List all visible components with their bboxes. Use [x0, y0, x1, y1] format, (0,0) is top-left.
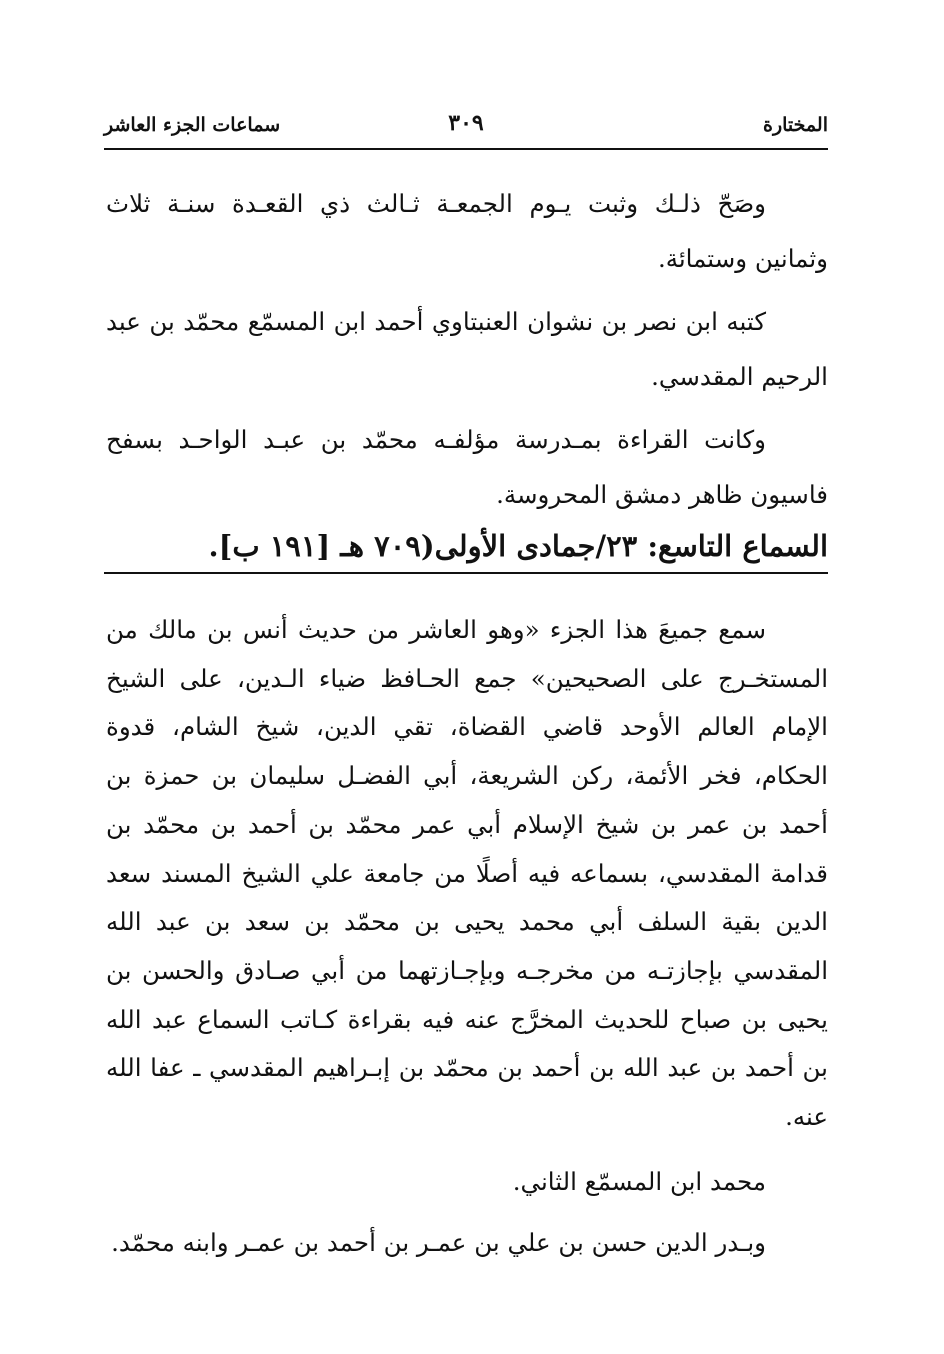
- section-divider: [104, 572, 828, 574]
- paragraph: وكانت القراءة بمـدرسة مؤلفـه محمّد بن عبـد الواحـد بسفح فاسيون ظاهر دمشق المحروسة.: [106, 425, 828, 509]
- paragraph: كتبه ابن نصر بن نشوان العنبتاوي أحمد ابن المسمّع محمّد بن عبد الرحيم المقدسي.: [106, 307, 828, 391]
- paragraph: محمد ابن المسمّع الثاني.: [512, 1166, 766, 1196]
- page-number: ٣٠٩: [448, 110, 484, 136]
- section-title: سماعات الجزء العاشر: [104, 114, 281, 136]
- header-divider: [104, 148, 828, 150]
- page-header: [104, 108, 828, 148]
- section-heading: السماع التاسع: ٢٣/جمادى الأولى(٧٠٩ هـ [١٩١ ب].: [208, 529, 828, 563]
- paragraph: وبـدر الدين حسن بن علي بن عمـر بن أحمد بن عمـر وابنه محمّد.: [111, 1227, 766, 1257]
- paragraph: وصَحّ ذلـك وثبت يـوم الجمعـة ثـالث ذي القعـدة سنـة ثلاث وثمانين وستمائة.: [106, 189, 828, 273]
- book-title: المختارة: [763, 114, 828, 136]
- text-block-bottom: [106, 606, 828, 1270]
- text-block-top: [106, 176, 828, 522]
- paragraph: سمع جميعَ هذا الجزء «وهو العاشر من حديث أنس بن مالك من المستخـرج على الصحيحين» جمع الحـافظ ضياء الـدين، على الشيخ الإمام العالم الأوحد قاضي القضاة، تقي الدين، شيخ الشام، قدوة الحكام، فخر الأئمة، ركن الشريعة، أبي الفضـل سليمان بن حمزة بن أحمد بن عمر بن شيخ الإسلام أبي عمر محمّد بن أحمد بن محمّد بن قدامة المقدسي، بسماعه فيه أصلًا من جامعة علي الشيخ المسند سعد الدين بقية السلف أبي محمد يحيى بن محمّد بن سعد بن عبد الله المقدسي بإجازتـه من مخرجـه وبإجـازتهما من أبي صـادق والحسن بن يحيى بن صباح للحديث المخرَّج عنه فيه بقراءة كـاتب السماع عبد الله بن أحمد بن عبد الله بن أحمد بن محمّد بن إبـراهيم المقدسي ـ عفا الله عنه.: [106, 615, 828, 1132]
